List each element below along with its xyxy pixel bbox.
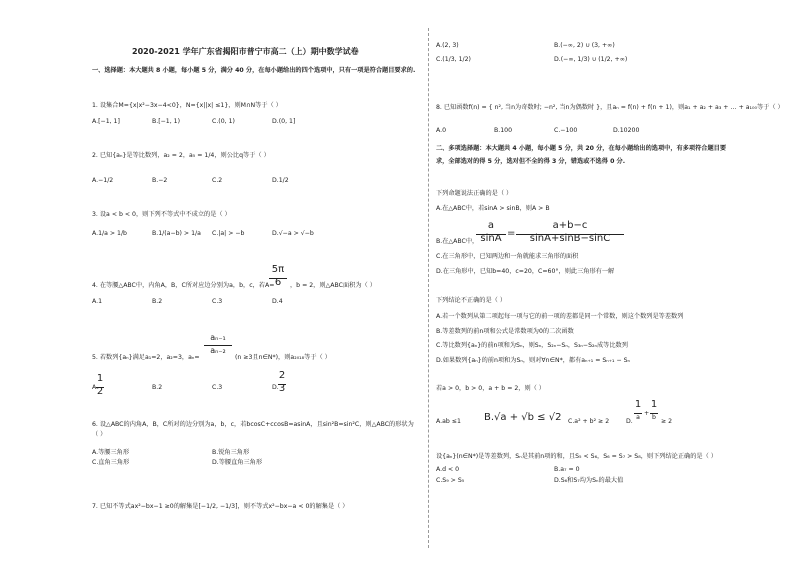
q5-option-c: C.3 [212,384,223,391]
q9-option-b-left-numerator: a [487,220,495,231]
q5-option-a-denominator: 2 [96,386,104,397]
q5-option-b: B.2 [152,384,163,391]
q4-option-b: B.2 [152,298,163,305]
q5-fraction-denominator: aₙ₋₂ [210,346,226,355]
question-7-stem: 7. 已知不等式ax²−bx−1 ≥0的解集是[−1/2, −1/3]，则不等式x²−bx−a < 0的解集是（ ） [92,503,349,510]
q9-option-b-right-numerator: a+b−c [552,220,588,231]
q4-fraction-denominator: 6 [274,277,282,288]
q11-option-a: A.ab ≤1 [436,418,461,425]
q4-option-c: C.3 [212,298,223,305]
q7-option-c: C.(1/3, 1/2) [436,56,471,63]
q2-option-d: D.1/2 [272,177,289,184]
q6-option-b: B.锐角三角形 [212,449,250,456]
q9-option-a: A.在△ABC中，若sinA > sinB，则A > B [436,205,550,212]
column-divider [428,28,429,548]
q9-option-b-prefix: B.在△ABC中， [436,238,479,245]
question-4-stem-start: 4. 在等腰△ABC中，内角A，B，C所对应边分别为a，b，c，若A= [92,282,275,289]
question-4-stem-end: ，b = 2，则△ABC面积为（ ） [290,282,376,289]
q5-option-a-label: A. [92,384,99,391]
question-5-stem-end: (n ≥3且n∈N*)，则a₂₀₁₈等于（ ） [235,354,331,361]
q8-option-a: A.0 [436,127,447,134]
q3-option-a: A.1/a > 1/b [92,230,127,237]
q2-option-a: A.−1/2 [92,177,114,184]
q2-option-b: B.−2 [152,177,168,184]
q8-option-c: C.−100 [554,127,578,134]
question-2-stem: 2. 已知{aₙ}是等比数列，a₂ = 2，a₅ = 1/4，则公比q等于（ ） [92,152,270,159]
q10-option-a: A.若一个数列从第二项起每一项与它的前一项的差都是同一个常数，则这个数列是等差数列 [436,313,684,320]
q5-option-d-label: D. [272,384,279,391]
q11-option-d-plus: + [644,410,650,417]
question-1-stem: 1. 设集合M={x|x²−3x−4<0}，N={x||x| ≤1}，则M∩N等于（ ） [92,102,282,109]
q12-option-c: C.S₉ > S₅ [436,477,465,484]
q1-option-b: B.[−1, 1) [152,118,181,125]
question-8-stem: 8. 已知函数f(n) = { n², 当n为奇数时; −n², 当n为偶数时 }，且aₙ = f(n) + f(n + 1)，则a₁ + a₂ + a₃ + … + a₁₀₀等于（ ） [436,104,784,111]
q1-option-d: D.(0, 1] [272,118,296,125]
q9-option-b-equals: = [507,228,516,239]
section-2-heading: 二、多项选择题：本大题共 4 小题，每小题 5 分，共 20 分，在每小题给出的选项中，有多项符合题目要求，全部选对的得 5 分，选对但不全的得 3 分，错选或不选得 0 分. [436,145,727,165]
q11-option-b: B.√a + √b ≤ √2 [484,412,562,423]
q7-option-b: B.(−∞, 2) ∪ (3, +∞) [554,42,615,49]
q11-option-d-denominator-1: a [636,414,640,421]
q8-option-d: D.10200 [613,127,640,134]
question-12-stem: 设{aₙ}(n∈N*)是等差数列，Sₙ是其前n项的和，且S₅ < S₆，S₆ = S₇ > S₈，则下列结论正确的是（ ） [436,453,717,460]
q6-option-c: C.直角三角形 [92,459,130,466]
q5-option-d-numerator: 2 [278,370,286,381]
q9-option-c: C.在三角形中，已知两边和一角就能求三角形的面积 [436,253,579,260]
page-title: 2020-2021 学年广东省揭阳市普宁市高二（上）期中数学试卷 [132,47,359,56]
q3-option-b: B.1/(a−b) > 1/a [152,230,201,237]
q11-option-d-numerator-1: 1 [634,399,642,410]
q11-option-d-denominator-2: b [652,414,656,421]
q10-option-d: D.如果数列{aₙ}的前n项和为Sₙ，则对∀n∈N*，都有aₙ₊₁ = Sₙ₊₁ − Sₙ [436,357,631,364]
q3-option-d: D.√−a > √−b [272,230,314,237]
q12-option-d: D.S₆和S₇均为Sₙ的最大值 [554,477,624,484]
q5-fraction-numerator: aₙ₋₁ [210,333,226,342]
q12-option-b: B.a₇ = 0 [554,466,580,473]
left-column [92,0,422,562]
q8-option-b: B.100 [494,127,513,134]
q11-option-c: C.a² + b² ≥ 2 [568,418,610,425]
question-9-stem: 下列命题说法正确的是（ ） [436,190,513,197]
q3-option-c: C.|a| > −b [212,230,245,237]
q7-option-d: D.(−∞, 1/3) ∪ (1/2, +∞) [554,56,628,63]
q10-option-b: B.等差数列的前n项和公式是常数项为0的二次函数 [436,328,574,335]
section-1-heading: 一、选择题：本大题共 8 小题，每小题 5 分，满分 40 分，在每小题给出的四个选项中，只有一项是符合题目要求的. [92,67,416,74]
q2-option-c: C.2 [212,177,223,184]
q4-fraction-numerator: 5π [271,264,285,275]
question-11-stem: 若a > 0，b > 0，a + b = 2，则（ ） [436,385,545,392]
right-column [436,0,784,562]
question-10-stem: 下列结论不正确的是（ ） [436,297,507,304]
question-6-stem: 6. 设△ABC的内角A，B，C所对的边分别为a，b，c，若bcosC+ccosB=asinA，且sin²B=sin²C，则△ABC的形状为（ ） [92,421,414,438]
question-5-stem-start: 5. 若数列{aₙ}满足a₁=2，a₂=3，aₙ= [92,354,200,361]
question-3-stem: 3. 设a < b < 0，则下列不等式中不成立的是（ ） [92,211,231,218]
q11-option-d-tail: ≥ 2 [661,418,673,425]
q1-option-c: C.(0, 1) [212,118,235,125]
q6-option-a: A.等腰三角形 [92,449,130,456]
q11-option-d-numerator-2: 1 [650,399,658,410]
q9-option-d: D.在三角形中，已知b=40，c=20，C=60°，则此三角形有一解 [436,268,615,275]
q9-option-b-left-denominator: sinA [480,233,502,244]
q9-option-b-right-denominator: sinA+sinB−sinC [529,233,611,244]
q6-option-d: D.等腰直角三角形 [212,459,263,466]
q5-option-d-denominator: 3 [278,383,286,394]
q1-option-a: A.[−1, 1] [92,118,120,125]
q10-option-c: C.等比数列{aₙ}的前n项和为Sₙ，则Sₙ，S₂ₙ−Sₙ，S₃ₙ−S₂ₙ成等比数列 [436,342,628,349]
q4-option-a: A.1 [92,298,103,305]
q7-option-a: A.(2, 3) [436,42,459,49]
q4-option-d: D.4 [272,298,283,305]
q11-option-d-label: D. [626,418,633,425]
q12-option-a: A.d < 0 [436,466,460,473]
q5-option-a-numerator: 1 [96,373,104,384]
